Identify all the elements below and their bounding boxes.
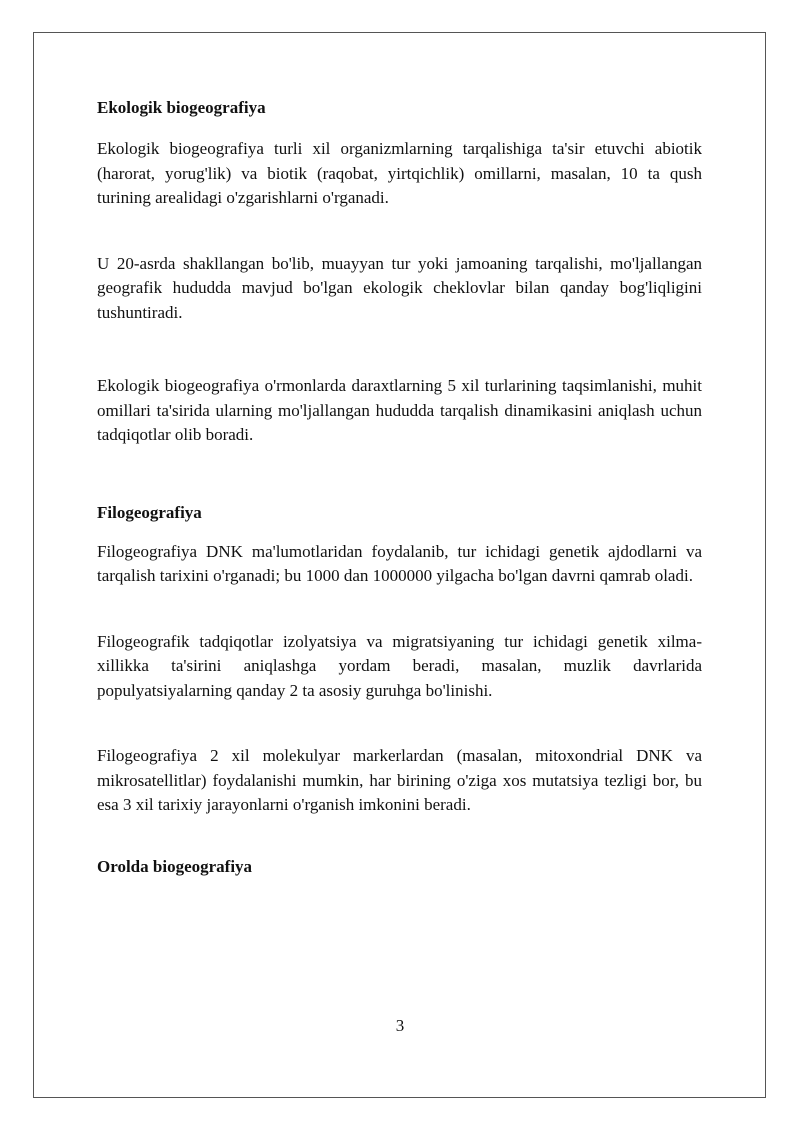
page-content <box>97 96 702 879</box>
paragraph-ekologik-3: Ekologik biogeografiya o'rmonlarda daraxtlarning 5 xil turlarining taqsimlanishi, muhit omillari ta'sirida ularning mo'ljallangan hududda tarqalish dinamikasini aniqlash uchun tadqiqotlar olib boradi. <box>97 376 702 444</box>
section-heading-ekologik: Ekologik biogeografiya <box>97 98 266 117</box>
paragraph-ekologik-1: Ekologik biogeografiya turli xil organizmlarning tarqalishiga ta'sir etuvchi abiotik (harorat, yorug'lik) va biotik (raqobat, yirtqichlik) omillarni, masalan, 10 ta qush turining arealidagi o'zgarishlarni o'rganadi. <box>97 139 702 207</box>
paragraph-filogeografiya-1: Filogeografiya DNK ma'lumotlaridan foydalanib, tur ichidagi genetik ajdodlarni va tarqalish tarixini o'rganadi; bu 1000 dan 1000000 yilgacha bo'lgan davrni qamrab oladi. <box>97 541 702 585</box>
section-heading-filogeografiya: Filogeografiya <box>97 502 202 522</box>
paragraph-ekologik-2: U 20-asrda shakllangan bo'lib, muayyan tur yoki jamoaning tarqalishi, mo'ljallangan geografik hududda mavjud bo'lgan ekologik cheklovlar bilan qanday bog'liqligini tushuntiradi. <box>97 253 702 322</box>
paragraph-filogeografiya-2: Filogeografik tadqiqotlar izolyatsiya va migratsiyaning tur ichidagi genetik xilma-xillikka ta'sirini aniqlashga yordam beradi, masalan, muzlik davrlarida populyatsiyalarning qanday 2 ta asosiy guruhga bo'linishi. <box>97 631 702 700</box>
paragraph-filogeografiya-3: Filogeografiya 2 xil molekulyar markerlardan (masalan, mitoxondrial DNK va mikrosatellitlar) foydalanishi mumkin, har birining o'ziga xos mutatsiya tezligi bor, bu esa 3 xil tarixiy jarayonlarni o'rganish imkonini beradi. <box>97 746 702 814</box>
page-number: 3 <box>395 1016 405 1035</box>
section-heading-orolda: Orolda biogeografiya <box>97 856 253 876</box>
